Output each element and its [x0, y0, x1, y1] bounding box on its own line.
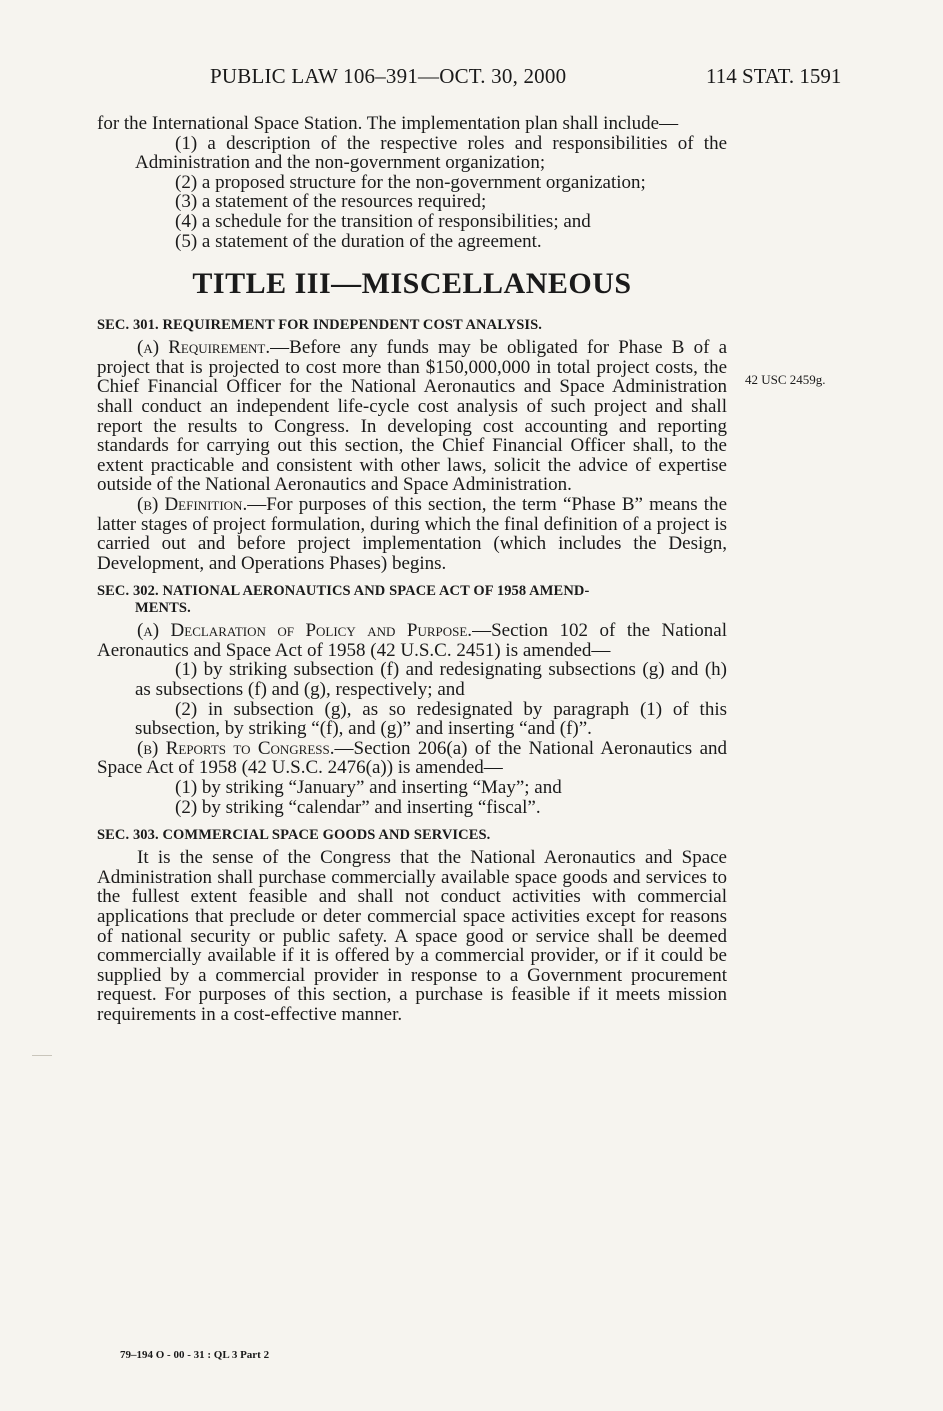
section-302-heading-line1: SEC. 302. NATIONAL AERONAUTICS AND SPACE ACT OF 1958 AMEND-: [97, 583, 590, 600]
section-302-a-item-1: (1) by striking subsection (f) and redesignating subsections (g) and (h) as subsections (f) and (g), respectively; and: [135, 659, 727, 701]
subsection-a-label: (a) Declaration of Policy and Purpose.: [137, 620, 473, 642]
title-heading: TITLE III—MISCELLANEOUS: [192, 267, 632, 301]
print-footer: 79–194 O - 00 - 31 : QL 3 Part 2: [120, 1349, 270, 1361]
subsection-b-text: —For purposes of this section, the term “Phase B” means the latter stages of project formulation, during which the final definition of a project is carried out and before project implementation (which includes the Design, Development, and Operations Phases) begins.: [97, 493, 728, 574]
section-301-subsection-a: [97, 338, 727, 495]
section-303-heading: SEC. 303. COMMERCIAL SPACE GOODS AND SERVICES.: [97, 827, 491, 844]
intro-item-3: (3) a statement of the resources required;: [175, 191, 487, 213]
section-301-heading: SEC. 301. REQUIREMENT FOR INDEPENDENT COST ANALYSIS.: [97, 317, 543, 334]
section-302-heading-line2: MENTS.: [135, 600, 191, 617]
scan-mark: [32, 1055, 52, 1056]
subsection-a-label: (a) Requirement.: [137, 337, 271, 359]
subsection-b-label: (b) Reports to Congress.: [137, 737, 335, 759]
intro-item-1: (1) a description of the respective roles and responsibilities of the Administration and the non-government organization;: [135, 132, 727, 174]
section-302-a-item-2: (2) in subsection (g), as so redesignated by paragraph (1) of this subsection, by striking “(f), and (g)” and inserting “and (f)”.: [135, 698, 727, 740]
section-303-text: It is the sense of the Congress that the National Aeronautics and Space Administration shall purchase commercially available space goods and services to the fullest extent feasible and shall not conduct activities with commercial applications that preclude or deter commercial space activities except for reasons of national security or public safety. A space good or service shall be deemed commercially available if it is offered by a commercial provider, or if it could be supplied by a commercial provider in response to a Government procurement request. For purposes of this section, a purchase is feasible if it meets mission requirements in a cost-effective manner.: [97, 847, 727, 1025]
intro-paragraph: for the International Space Station. The implementation plan shall include—: [97, 113, 679, 134]
running-head: PUBLIC LAW 106–391—OCT. 30, 2000: [210, 64, 567, 88]
section-302-b-item-1: (1) by striking “January” and inserting “May”; and: [175, 777, 562, 799]
subsection-b-text: —Section 206(a) of the National Aeronautics and Space Act of 1958 (42 U.S.C. 2476(a)) is amended—: [97, 737, 728, 779]
section-302-heading: [97, 583, 727, 617]
subsection-a-text: —Before any funds may be obligated for Phase B of a project that is projected to cost more than $150,000,000 in total project costs, the Chief Financial Officer for the National Aeronautics and Space Administration shall conduct an independent life-cycle cost analysis of such project and shall report the results to Congress. In developing cost accounting and reporting standards for carrying out this section, the Chief Financial Officer shall, to the extent practicable and consistent with other laws, solicit the advice of expertise outside of the National Aeronautics and Space Administration.: [97, 337, 727, 496]
subsection-b-label: (b) Definition.: [137, 493, 248, 515]
section-302-b-item-2: (2) by striking “calendar” and inserting “fiscal”.: [175, 796, 541, 818]
margin-citation: 42 USC 2459g.: [745, 372, 826, 387]
subsection-a-text: —Section 102 of the National Aeronautics and Space Act of 1958 (42 U.S.C. 2451) is amended—: [97, 620, 727, 661]
section-301-subsection-b: [97, 495, 727, 573]
intro-item-2: (2) a proposed structure for the non-government organization;: [175, 171, 646, 193]
section-302-subsection-b: [97, 739, 727, 778]
section-302-subsection-a: [97, 621, 727, 660]
document-body: [97, 114, 727, 1025]
intro-item-5: (5) a statement of the duration of the agreement.: [175, 230, 542, 252]
intro-item-4: (4) a schedule for the transition of responsibilities; and: [175, 210, 591, 232]
statute-reference: 114 STAT. 1591: [706, 64, 842, 88]
